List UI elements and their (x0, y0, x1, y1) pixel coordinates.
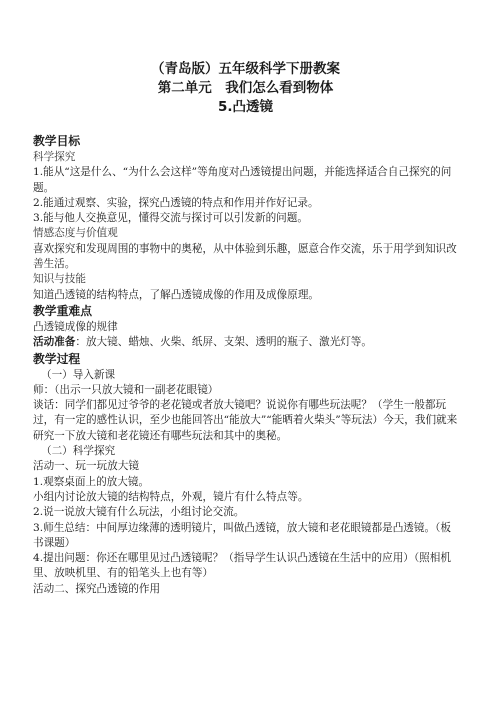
activity-1-heading: 活动一、玩一玩放大镜 (33, 460, 139, 473)
document-title: （青岛版）五年级科学下册教案 (151, 61, 340, 77)
part-2-heading: （二）科学探究 (41, 445, 116, 458)
goal-1: 1.能从“这是什么、“为什么会这样”等角度对凸透镜提出问题，并能选择适合自己探究的问题。 (33, 166, 452, 194)
section-heading-goals: 教学目标 (33, 134, 81, 148)
step-4: 4.提出问题：你还在哪里见过凸透镜呢？（指导学生认识凸透镜在生活中的应用）（照相机里、放映机里、有的铅笔头上也有等） (33, 552, 451, 580)
document-body (33, 133, 458, 597)
goal-3: 3.能与他人交换意见，懂得交流与探讨可以引发新的问题。 (33, 212, 308, 225)
activity-2-heading: 活动二、探究凸透镜的作用 (33, 582, 161, 595)
prep-text: ：放大镜、蜡烛、火柴、纸屏、支架、透明的瓶子、激光灯等。 (75, 336, 372, 349)
subheading-emotion: 情感态度与价值观 (33, 227, 118, 240)
prep-label: 活动准备 (33, 336, 76, 349)
section-heading-keypoints: 教学重难点 (33, 303, 92, 318)
step-1b: 小组内讨论放大镜的结构特点，外观，镜片有什么特点等。 (33, 490, 309, 503)
step-1: 1.观察桌面上的放大镜。 (33, 475, 150, 488)
part-1-heading: （一）导入新课 (41, 368, 116, 381)
prep-line (33, 335, 458, 350)
step-2: 2.说一说放大镜有什么玩法，小组讨论交流。 (33, 506, 245, 519)
teacher-line: 师：（出示一只放大镜和一副老花眼镜） (33, 383, 219, 396)
keypoints-text: 凸透镜成像的规律 (33, 320, 118, 333)
emotion-text: 喜欢探究和发现周围的事物中的奥秘，从中体验到乐趣，愿意合作交流，乐于用学到知识改善生活。 (33, 242, 457, 271)
talk-paragraph: 谈话：同学们都见过爷爷的老花镜或者放大镜吧？说说你有哪些玩法呢？（学生一般都玩过，有一定的感性认识，至少也能回答出“能放大”“能晒着火柴头”等玩法）今天，我们就来研究一下放大镜和老花镜还有哪些玩法和其中的奥秘。 (33, 399, 458, 442)
step-3: 3.师生总结：中间厚边缘薄的透明镜片，叫做凸透镜，放大镜和老花眼镜都是凸透镜。（板书课题） (33, 521, 451, 549)
knowledge-text: 知道凸透镜的结构特点，了解凸透镜成像的作用及成像原理。 (33, 288, 320, 301)
title-block (33, 60, 458, 117)
subheading-science-inquiry: 科学探究 (33, 151, 76, 163)
lesson-title: 5.凸透镜 (217, 99, 274, 115)
subheading-knowledge: 知识与技能 (33, 273, 86, 286)
unit-title: 第二单元 我们怎么看到物体 (157, 80, 334, 96)
section-heading-process: 教学过程 (33, 351, 81, 366)
goal-2: 2.能通过观察、实验，探究凸透镜的特点和作用并作好记录。 (33, 196, 319, 209)
